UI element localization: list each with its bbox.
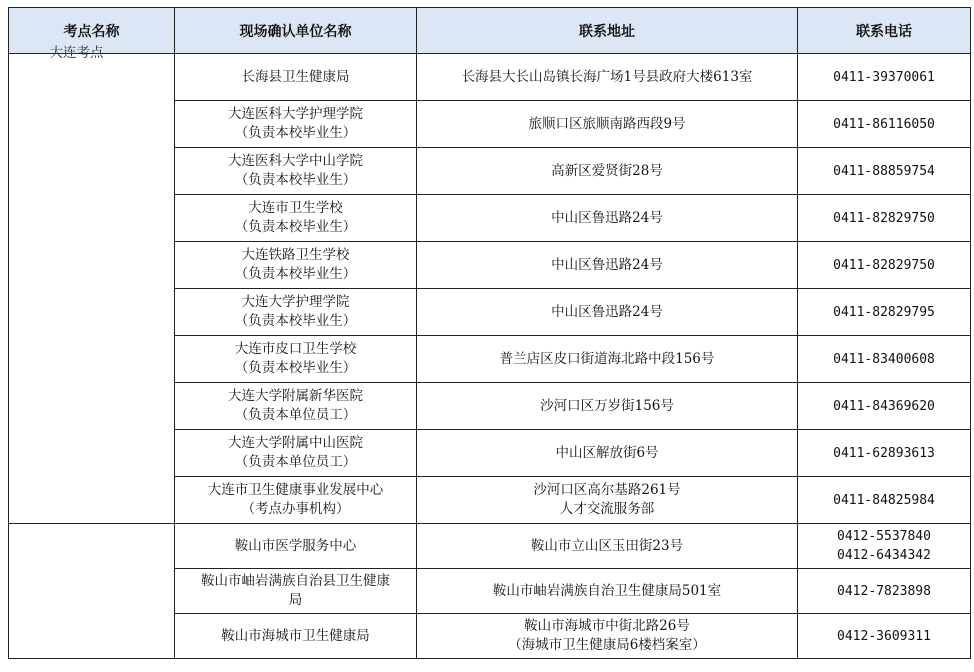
table-row: [9, 54, 971, 101]
phone-cell: 0411-82829750: [798, 195, 971, 242]
phone-cell: 0411-82829750: [798, 242, 971, 289]
unit-cell: 鞍山市岫岩满族自治县卫生健康 局: [175, 569, 417, 614]
unit-cell: 大连大学附属中山医院 （负责本单位员工）: [175, 430, 417, 477]
unit-cell: 长海县卫生健康局: [175, 54, 417, 101]
address-cell: 鞍山市岫岩满族自治卫生健康局501室: [417, 569, 798, 614]
unit-cell: 大连大学附属新华医院 （负责本单位员工）: [175, 383, 417, 430]
address-cell: 鞍山市海城市中街北路26号 （海城市卫生健康局6楼档案室）: [417, 614, 798, 659]
address-cell: 中山区鲁迅路24号: [417, 195, 798, 242]
unit-cell: 大连大学护理学院 （负责本校毕业生）: [175, 289, 417, 336]
unit-cell: 大连市卫生学校 （负责本校毕业生）: [175, 195, 417, 242]
unit-cell: 大连医科大学护理学院 （负责本校毕业生）: [175, 101, 417, 148]
phone-cell: 0412-3609311: [798, 614, 971, 659]
table-row: [9, 524, 971, 569]
address-cell: 中山区鲁迅路24号: [417, 242, 798, 289]
address-cell: 鞍山市立山区玉田街23号: [417, 524, 798, 569]
address-cell: 沙河口区高尔基路261号 人才交流服务部: [417, 477, 798, 524]
header-address: 联系地址: [417, 8, 798, 54]
address-cell: 高新区爱贤街28号: [417, 148, 798, 195]
phone-cell: 0411-84825984: [798, 477, 971, 524]
address-cell: 中山区鲁迅路24号: [417, 289, 798, 336]
phone-cell: 0411-62893613: [798, 430, 971, 477]
address-cell: 长海县大长山岛镇长海广场1号县政府大楼613室: [417, 54, 798, 101]
site-confirmation-table: [8, 7, 971, 659]
phone-cell: 0411-86116050: [798, 101, 971, 148]
header-unit-name: 现场确认单位名称: [175, 8, 417, 54]
address-cell: 普兰店区皮口街道海北路中段156号: [417, 336, 798, 383]
phone-cell: 0411-39370061: [798, 54, 971, 101]
unit-cell: 鞍山市海城市卫生健康局: [175, 614, 417, 659]
address-cell: 沙河口区万岁街156号: [417, 383, 798, 430]
unit-cell: 大连铁路卫生学校 （负责本校毕业生）: [175, 242, 417, 289]
header-phone: 联系电话: [798, 8, 971, 54]
unit-cell: 大连医科大学中山学院 （负责本校毕业生）: [175, 148, 417, 195]
header-row: [9, 8, 971, 54]
phone-cell: 0411-82829795: [798, 289, 971, 336]
phone-cell: 0411-84369620: [798, 383, 971, 430]
address-cell: 中山区解放街6号: [417, 430, 798, 477]
phone-cell: 0412-5537840 0412-6434342: [798, 524, 971, 569]
phone-cell: 0412-7823898: [798, 569, 971, 614]
region-cell-dalian: 大连考点: [9, 54, 175, 524]
header-exam-site: 考点名称: [9, 8, 175, 54]
phone-cell: 0411-83400608: [798, 336, 971, 383]
region-cell-anshan: [9, 524, 175, 659]
unit-cell: 大连市卫生健康事业发展中心 （考点办事机构）: [175, 477, 417, 524]
phone-cell: 0411-88859754: [798, 148, 971, 195]
unit-cell: 大连市皮口卫生学校 （负责本校毕业生）: [175, 336, 417, 383]
address-cell: 旅顺口区旅顺南路西段9号: [417, 101, 798, 148]
unit-cell: 鞍山市医学服务中心: [175, 524, 417, 569]
